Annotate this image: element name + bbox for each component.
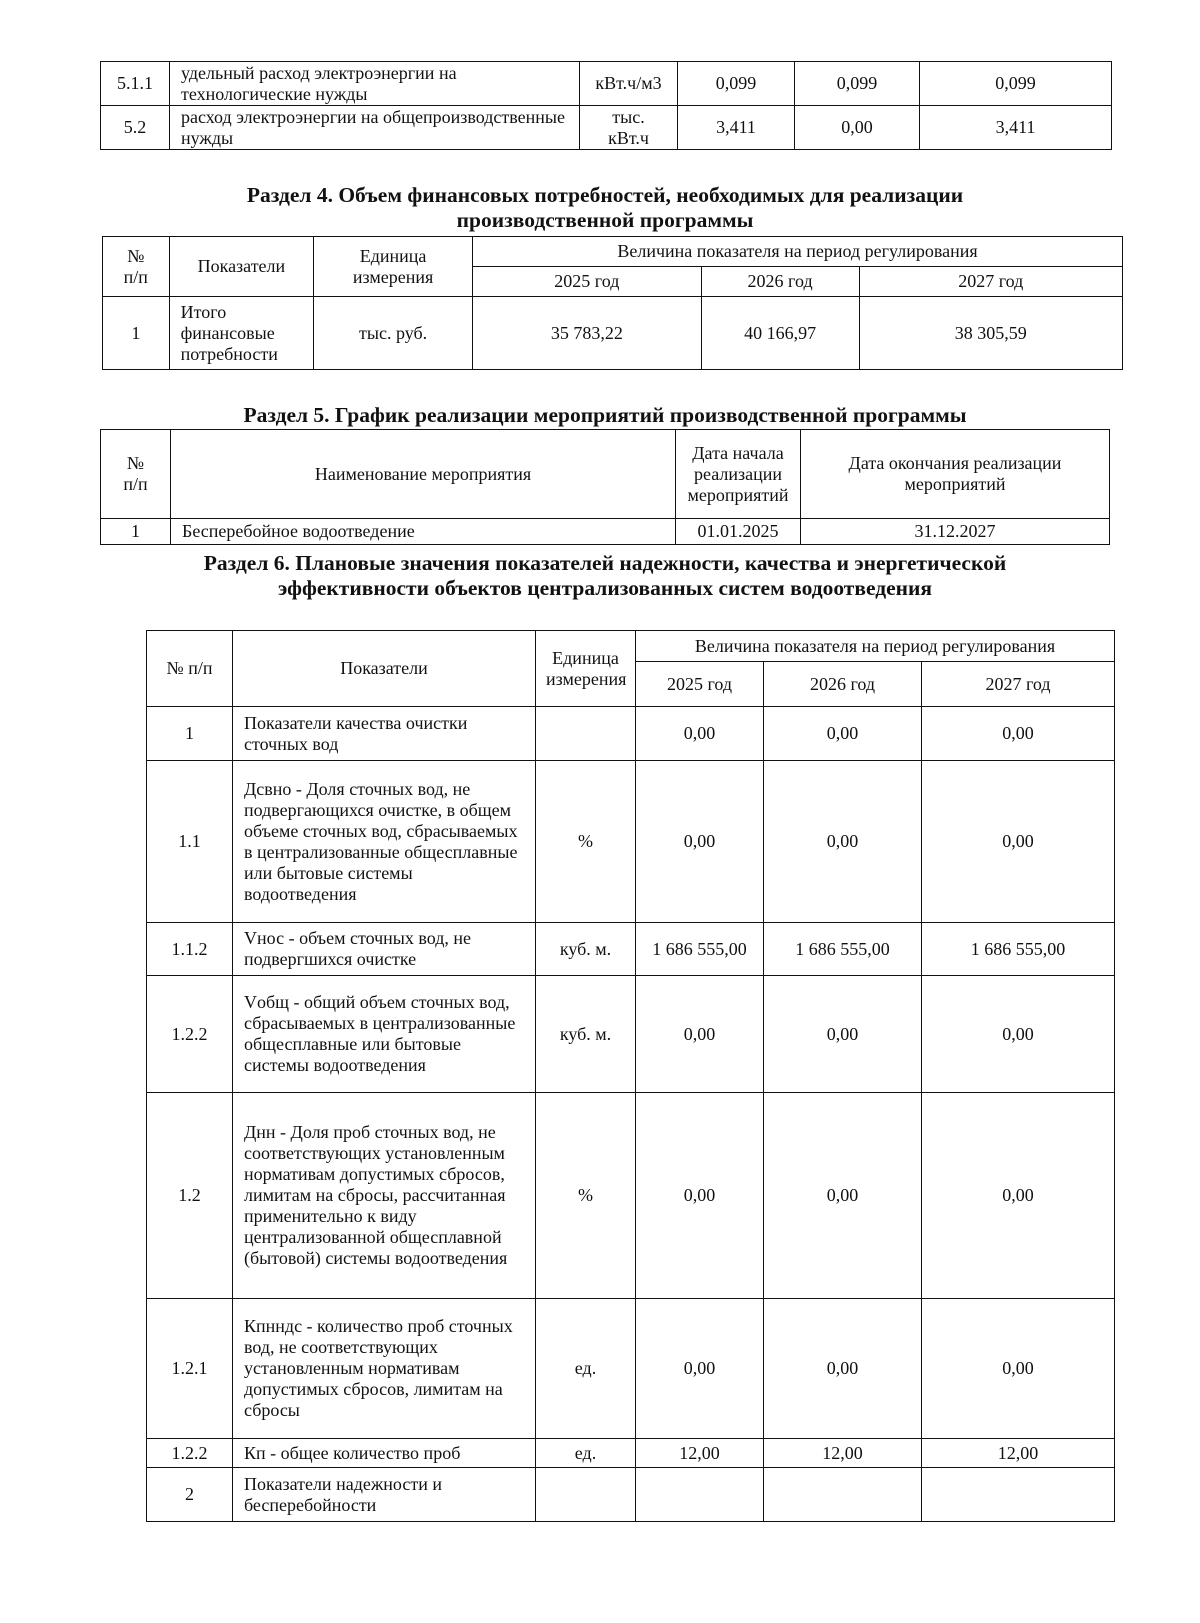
header-event-name: Наименование мероприятия — [171, 430, 676, 519]
row-unit — [536, 1468, 636, 1522]
schedule-table — [100, 429, 1110, 545]
row-unit: ед. — [536, 1299, 636, 1439]
header-indicator: Показатели — [233, 631, 536, 707]
table-row — [101, 62, 1112, 106]
row-number: 1.1.2 — [147, 923, 233, 976]
row-number: 1.1 — [147, 761, 233, 923]
row-value-2026: 0,00 — [795, 106, 920, 150]
row-number: 2 — [147, 1468, 233, 1522]
row-indicator: Vобщ - общий объем сточных вод, сбрасываемых в централизованные общесплавные или бытовые системы водоотведения — [233, 976, 536, 1093]
finance-table — [102, 236, 1123, 370]
row-value-2025: 1 686 555,00 — [636, 923, 764, 976]
header-unit: Единица измерения — [314, 237, 473, 297]
row-value-2027: 0,00 — [922, 707, 1115, 761]
header-start-date: Дата начала реализации мероприятий — [676, 430, 801, 519]
header-row — [103, 237, 1123, 267]
row-unit: куб. м. — [536, 923, 636, 976]
row-value-2025: 0,099 — [678, 62, 795, 106]
row-unit — [536, 707, 636, 761]
row-value-2027: 0,00 — [922, 976, 1115, 1093]
table-row — [147, 1299, 1115, 1439]
table-row — [101, 519, 1110, 545]
table-row — [101, 106, 1112, 150]
row-indicator: удельный расход электроэнергии на технологические нужды — [170, 62, 580, 106]
row-value-2026: 12,00 — [764, 1439, 922, 1468]
row-unit: куб. м. — [536, 976, 636, 1093]
row-value-2026: 0,00 — [764, 707, 922, 761]
table-row — [147, 707, 1115, 761]
row-value-2025: 12,00 — [636, 1439, 764, 1468]
row-indicator: Днн - Доля проб сточных вод, не соответствующих установленным нормативам допустимых сбросов, лимитам на сбросы, рассчитанная применительно к виду централизованной общесплавной (бытовой) системы водоотведения — [233, 1093, 536, 1299]
row-value-2025: 0,00 — [636, 707, 764, 761]
row-value-2025: 0,00 — [636, 976, 764, 1093]
row-number: 1 — [103, 297, 170, 370]
row-event-name: Бесперебойное водоотведение — [171, 519, 676, 545]
header-row — [101, 430, 1110, 519]
row-value-2026: 0,00 — [764, 976, 922, 1093]
header-2026: 2026 год — [701, 267, 859, 297]
header-number: № п/п — [101, 430, 171, 519]
table-row — [147, 1439, 1115, 1468]
row-value-2027: 12,00 — [922, 1439, 1115, 1468]
header-2027: 2027 год — [922, 662, 1115, 707]
row-end-date: 31.12.2027 — [801, 519, 1110, 545]
row-value-2027: 0,00 — [922, 1299, 1115, 1439]
row-value-2026: 40 166,97 — [701, 297, 859, 370]
row-number: 1 — [147, 707, 233, 761]
row-indicator: Кпнндс - количество проб сточных вод, не соответствующих установленным нормативам допустимых сбросов, лимитам на сбросы — [233, 1299, 536, 1439]
section-6-title-line2: эффективности объектов централизованных систем водоотведения — [277, 576, 933, 600]
header-unit: Единица измерения — [536, 631, 636, 707]
section-4-title-line1: Раздел 4. Объем финансовых потребностей, необходимых для реализации — [246, 183, 964, 207]
header-2025: 2025 год — [473, 267, 702, 297]
row-value-2027 — [922, 1468, 1115, 1522]
row-unit: ед. — [536, 1439, 636, 1468]
row-value-2025: 0,00 — [636, 1299, 764, 1439]
header-period: Величина показателя на период регулирования — [473, 237, 1123, 267]
row-value-2025: 35 783,22 — [473, 297, 702, 370]
row-value-2025 — [636, 1468, 764, 1522]
row-indicator: Показатели надежности и бесперебойности — [233, 1468, 536, 1522]
row-number: 5.2 — [101, 106, 170, 150]
row-start-date: 01.01.2025 — [676, 519, 801, 545]
row-indicator: расход электроэнергии на общепроизводственные нужды — [170, 106, 580, 150]
row-value-2026: 0,00 — [764, 1093, 922, 1299]
table-row — [147, 761, 1115, 923]
row-number: 1.2.2 — [147, 1439, 233, 1468]
row-number: 1 — [101, 519, 171, 545]
header-period: Величина показателя на период регулирования — [636, 631, 1115, 662]
row-unit: тыс. руб. — [314, 297, 473, 370]
row-number: 1.2 — [147, 1093, 233, 1299]
row-number: 1.2.1 — [147, 1299, 233, 1439]
row-unit: % — [536, 761, 636, 923]
table-row — [147, 923, 1115, 976]
row-value-2027: 3,411 — [920, 106, 1112, 150]
row-value-2026: 1 686 555,00 — [764, 923, 922, 976]
header-2027: 2027 год — [859, 267, 1123, 297]
section-4-title-line2: производственной программы — [456, 208, 754, 232]
table-row — [147, 1468, 1115, 1522]
table-row — [147, 1093, 1115, 1299]
table-row — [103, 297, 1123, 370]
row-number: 1.2.2 — [147, 976, 233, 1093]
row-value-2026: 0,00 — [764, 1299, 922, 1439]
row-indicator: Показатели качества очистки сточных вод — [233, 707, 536, 761]
row-unit: кВт.ч/м3 — [580, 62, 678, 106]
section-6-title — [100, 551, 1110, 601]
header-indicator: Показатели — [169, 237, 314, 297]
row-value-2025: 0,00 — [636, 761, 764, 923]
row-value-2027: 0,00 — [922, 1093, 1115, 1299]
section-5-title: Раздел 5. График реализации мероприятий производственной программы — [243, 403, 967, 427]
row-value-2027: 1 686 555,00 — [922, 923, 1115, 976]
section-6-title-line1: Раздел 6. Плановые значения показателей надежности, качества и энергетической — [203, 551, 1007, 575]
section-4-title — [100, 183, 1110, 233]
row-value-2027: 0,099 — [920, 62, 1112, 106]
row-unit: % — [536, 1093, 636, 1299]
header-end-date: Дата окончания реализации мероприятий — [801, 430, 1110, 519]
row-indicator: Дсвно - Доля сточных вод, не подвергающихся очистке, в общем объеме сточных вод, сбрасываемых в централизованные общесплавные или бытовые системы водоотведения — [233, 761, 536, 923]
row-indicator: Vнос - объем сточных вод, не подвергшихся очистке — [233, 923, 536, 976]
header-number: № п/п — [147, 631, 233, 707]
header-row — [147, 631, 1115, 662]
row-number: 5.1.1 — [101, 62, 170, 106]
row-unit: тыс. кВт.ч — [580, 106, 678, 150]
table-row — [147, 976, 1115, 1093]
header-2025: 2025 год — [636, 662, 764, 707]
row-value-2025: 3,411 — [678, 106, 795, 150]
energy-table — [100, 61, 1112, 150]
row-value-2027: 0,00 — [922, 761, 1115, 923]
header-number: № п/п — [103, 237, 170, 297]
indicators-table — [146, 630, 1115, 1522]
row-indicator: Итого финансовые потребности — [169, 297, 314, 370]
row-value-2026 — [764, 1468, 922, 1522]
row-indicator: Кп - общее количество проб — [233, 1439, 536, 1468]
row-value-2027: 38 305,59 — [859, 297, 1123, 370]
row-value-2026: 0,00 — [764, 761, 922, 923]
row-value-2025: 0,00 — [636, 1093, 764, 1299]
header-2026: 2026 год — [764, 662, 922, 707]
row-value-2026: 0,099 — [795, 62, 920, 106]
